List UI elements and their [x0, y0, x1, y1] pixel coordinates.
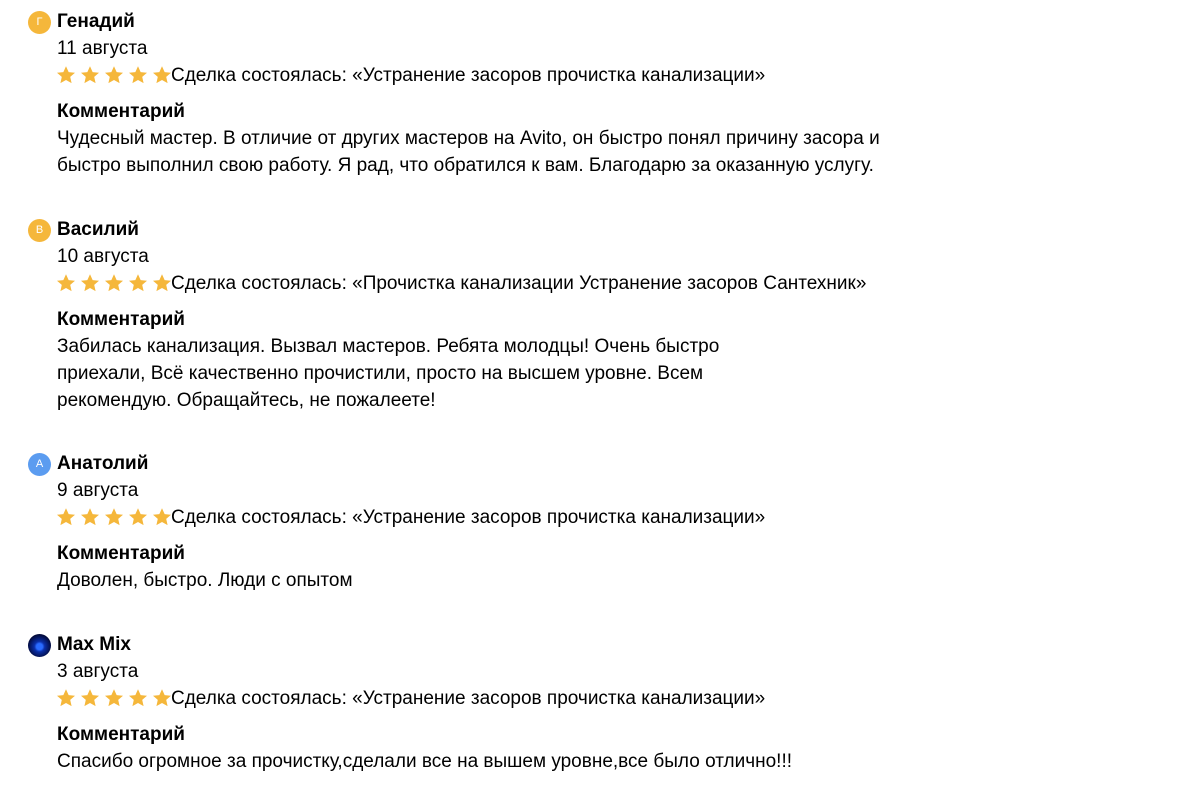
avatar[interactable]: А	[28, 453, 51, 476]
avatar[interactable]: Г	[28, 11, 51, 34]
review-author[interactable]: Анатолий	[57, 453, 149, 474]
star-icon	[79, 272, 101, 294]
rating-stars	[55, 506, 173, 528]
review-date: 3 августа	[57, 661, 139, 682]
star-icon	[79, 687, 101, 709]
star-icon	[151, 687, 173, 709]
star-icon	[55, 506, 77, 528]
star-icon	[103, 272, 125, 294]
rating-stars	[55, 272, 173, 294]
comment-text	[57, 125, 880, 179]
deal-info: Сделка состоялась: «Устранение засоров прочистка канализации»	[171, 688, 766, 709]
review-date: 10 августа	[57, 246, 149, 267]
star-icon	[103, 506, 125, 528]
comment-heading: Комментарий	[57, 543, 185, 564]
comment-text	[57, 567, 353, 594]
star-icon	[151, 64, 173, 86]
review-author[interactable]: Василий	[57, 219, 139, 240]
comment-heading: Комментарий	[57, 309, 185, 330]
rating-stars	[55, 687, 173, 709]
deal-info: Сделка состоялась: «Устранение засоров прочистка канализации»	[171, 507, 766, 528]
star-icon	[79, 64, 101, 86]
comment-line: Спасибо огромное за прочистку,сделали все на вышем уровне,все было отлично!!!	[57, 751, 793, 772]
comment-line: рекомендую. Обращайтесь, не пожалеете!	[57, 390, 436, 411]
star-icon	[151, 506, 173, 528]
comment-line: Чудесный мастер. В отличие от других мастеров на Avito, он быстро понял причину засора и	[57, 128, 880, 149]
star-icon	[127, 687, 149, 709]
comment-heading: Комментарий	[57, 724, 185, 745]
comment-text	[57, 333, 719, 414]
rating-stars	[55, 64, 173, 86]
review-date: 11 августа	[57, 38, 148, 59]
comment-text	[57, 748, 792, 775]
star-icon	[127, 272, 149, 294]
review-author[interactable]: Max Mix	[57, 634, 131, 655]
star-icon	[55, 272, 77, 294]
comment-line: быстро выполнил свою работу. Я рад, что обратился к вам. Благодарю за оказанную услугу.	[57, 155, 874, 176]
star-icon	[79, 506, 101, 528]
star-icon	[151, 272, 173, 294]
avatar[interactable]	[28, 634, 51, 657]
deal-info: Сделка состоялась: «Устранение засоров прочистка канализации»	[171, 65, 766, 86]
star-icon	[55, 687, 77, 709]
star-icon	[103, 687, 125, 709]
comment-line: Доволен, быстро. Люди с опытом	[57, 570, 353, 591]
star-icon	[55, 64, 77, 86]
review-date: 9 августа	[57, 480, 139, 501]
review-author[interactable]: Генадий	[57, 11, 135, 32]
comment-line: Забилась канализация. Вызвал мастеров. Ребята молодцы! Очень быстро	[57, 336, 720, 357]
star-icon	[127, 506, 149, 528]
avatar[interactable]: В	[28, 219, 51, 242]
star-icon	[127, 64, 149, 86]
comment-heading: Комментарий	[57, 101, 185, 122]
star-icon	[103, 64, 125, 86]
deal-info: Сделка состоялась: «Прочистка канализации Устранение засоров Сантехник»	[171, 273, 867, 294]
comment-line: приехали, Всё качественно прочистили, просто на высшем уровне. Всем	[57, 363, 704, 384]
